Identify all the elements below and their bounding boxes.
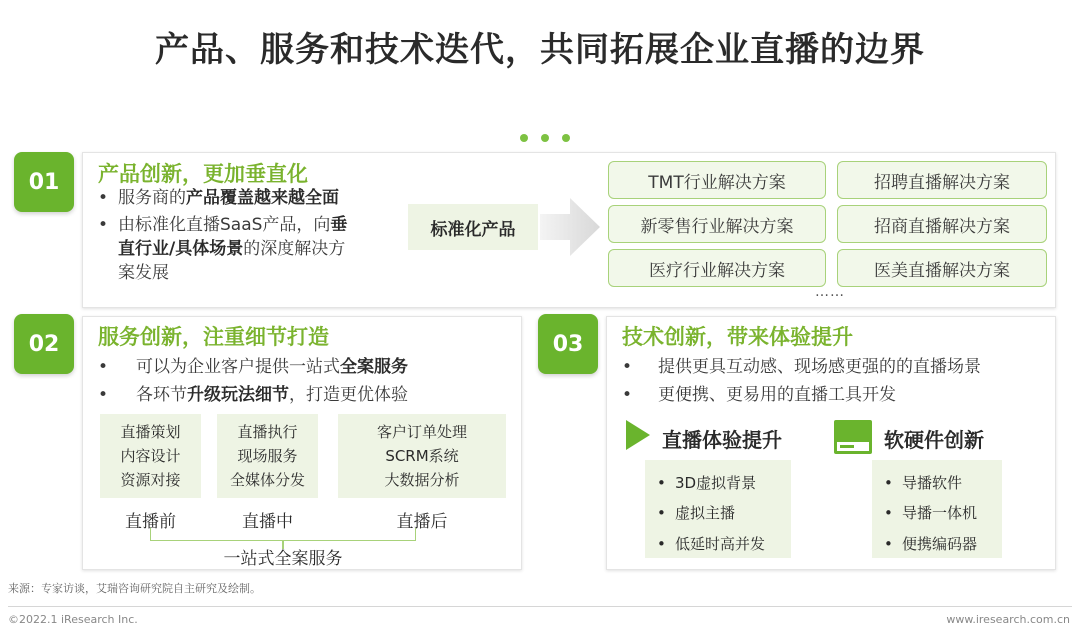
solution-box: 招聘直播解决方案 (837, 161, 1047, 199)
text: 低延时高并发 (675, 535, 766, 553)
arrow-right-icon (540, 196, 602, 258)
stage-item: 现场服务 (237, 447, 298, 465)
text: 导播一体机 (902, 504, 978, 522)
bold-text: 全案服务 (340, 357, 408, 377)
stage-box-during (217, 414, 318, 498)
stage-label-before: 直播前 (125, 512, 176, 532)
solution-box: 招商直播解决方案 (837, 205, 1047, 243)
text: 案发展 (118, 263, 169, 283)
section1-bullet1 (98, 186, 398, 210)
section1-bullet2 (98, 213, 394, 285)
text: 提供更具互动感、现场感更强的的直播场景 (658, 357, 981, 377)
solution-box: 医疗行业解决方案 (608, 249, 826, 287)
bullet-dot: • (622, 357, 633, 377)
section3-number-badge: 03 (538, 314, 598, 374)
bullet-dot: • (98, 215, 109, 235)
feature1-item (657, 502, 735, 523)
section3-bullet2 (622, 383, 1052, 407)
section1-number-badge: 01 (14, 152, 74, 212)
bullet-dot: • (657, 474, 666, 492)
solution-box: 新零售行业解决方案 (608, 205, 826, 243)
stage-box-after (338, 414, 506, 498)
decor-dots (520, 134, 570, 142)
bold-text: 升级玩法细节 (187, 385, 289, 405)
page-title: 产品、服务和技术迭代，共同拓展企业直播的边界 (155, 30, 925, 70)
bold-text: 产品覆盖越来越全面 (186, 188, 339, 208)
bold-text: 垂 (330, 215, 348, 235)
copyright-text: ©2022.1 iResearch Inc. (8, 613, 138, 626)
solution-box: TMT行业解决方案 (608, 161, 826, 199)
feature1-item (657, 533, 765, 554)
bracket-line (150, 528, 416, 541)
text: 可以为企业客户提供一站式 (136, 357, 340, 377)
play-icon (624, 418, 652, 452)
feature2-item (884, 533, 977, 554)
text: 便携编码器 (902, 535, 978, 553)
feature2-item (884, 472, 962, 493)
stage-item: 内容设计 (120, 447, 181, 465)
stage-label-during: 直播中 (242, 512, 293, 532)
text: 更便携、更易用的直播工具开发 (658, 385, 896, 405)
text: 3D虚拟背景 (675, 474, 757, 492)
section2-bullet1 (98, 355, 518, 379)
feature2-title: 软硬件创新 (884, 428, 984, 452)
section3-bullet1 (622, 355, 1052, 379)
website-link[interactable]: www.iresearch.com.cn (946, 613, 1070, 626)
stage-item: 客户订单处理 (376, 423, 467, 441)
bullet-dot: • (98, 188, 109, 208)
hardware-device-icon (832, 418, 874, 456)
section1-heading: 产品创新，更加垂直化 (98, 162, 308, 186)
stage-label-after: 直播后 (396, 512, 448, 532)
section3-heading: 技术创新，带来体验提升 (622, 325, 853, 349)
stage-item: 大数据分析 (384, 471, 460, 489)
bold-text: 直行业/具体场景 (118, 239, 244, 259)
bullet-dot: • (884, 474, 893, 492)
dot (520, 134, 528, 142)
text: 虚拟主播 (675, 504, 736, 522)
stage-box-before (100, 414, 201, 498)
stage-item: 资源对接 (120, 471, 181, 489)
section2-heading: 服务创新，注重细节打造 (98, 325, 329, 349)
bullet-dot: • (657, 504, 666, 522)
bullet-dot: • (98, 385, 109, 405)
dot (562, 134, 570, 142)
source-note: 来源：专家访谈，艾瑞咨询研究院自主研究及绘制。 (8, 582, 261, 595)
bullet-dot: • (884, 535, 893, 553)
bullet-dot: • (657, 535, 666, 553)
bullet-dot: • (98, 357, 109, 377)
standard-product-box: 标准化产品 (408, 204, 538, 250)
text: 服务商的 (118, 188, 186, 208)
stage-item: SCRM系统 (385, 447, 459, 465)
stage-item: 直播执行 (237, 423, 298, 441)
text: ，打造更优体验 (289, 385, 408, 405)
dot (541, 134, 549, 142)
solution-box: 医美直播解决方案 (837, 249, 1047, 287)
more-ellipsis: …… (815, 284, 845, 300)
footer-divider (8, 606, 1072, 607)
section2-bullet2 (98, 383, 518, 407)
feature1-item (657, 472, 756, 493)
text: 由标准化直播SaaS产品，向 (118, 215, 331, 235)
one-stop-service-label: 一站式全案服务 (223, 549, 343, 569)
text: 的深度解决方 (243, 239, 346, 259)
stage-item: 直播策划 (120, 423, 181, 441)
stage-item: 全媒体分发 (229, 471, 305, 489)
feature1-title: 直播体验提升 (662, 428, 782, 452)
feature2-item (884, 502, 977, 523)
bullet-dot: • (884, 504, 893, 522)
section2-number-badge: 02 (14, 314, 74, 374)
bullet-dot: • (622, 385, 633, 405)
text: 导播软件 (902, 474, 963, 492)
text: 各环节 (136, 385, 187, 405)
